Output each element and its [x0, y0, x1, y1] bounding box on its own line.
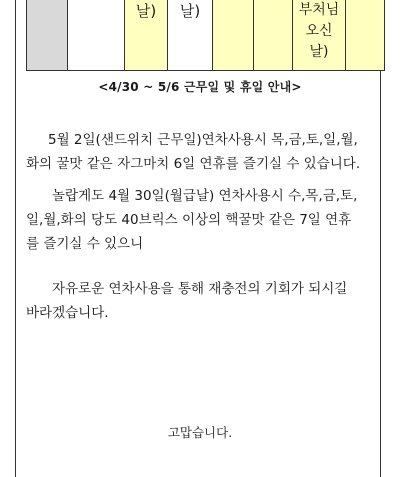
- paragraph-1-line2: 화의 꿀맛 같은 자그마치 6일 연휴를 즐기실 수 있습니다.: [26, 156, 361, 172]
- cal-cell-3-text: 날): [135, 2, 157, 20]
- paragraph-3: [26, 277, 386, 325]
- cal-cell-3: [125, 0, 168, 71]
- paragraph-1: [26, 128, 386, 176]
- cal-cell-8: [346, 0, 385, 71]
- cal-cell-1: [27, 0, 68, 71]
- closing-text: 고맙습니다.: [167, 425, 233, 440]
- cal-cell-6: [254, 0, 293, 71]
- cal-cell-7-line2: 오신: [305, 23, 333, 39]
- cal-cell-7: [293, 0, 346, 71]
- paragraph-1-line1: 5월 2일(샌드위치 근무일)연차사용시 목,금,토,일,월,: [48, 132, 358, 148]
- cal-cell-5: [213, 0, 254, 71]
- notice-title: <4/30 ~ 5/6 근무일 및 휴일 안내>: [98, 80, 302, 94]
- paragraph-3-line1: 자유로운 연차사용을 통해 재충전의 기회가 되시길: [52, 281, 348, 297]
- calendar-row: [27, 0, 385, 71]
- cal-cell-4: [168, 0, 213, 71]
- paragraph-2-line3: 를 즐기실 수 있으니: [26, 236, 144, 252]
- paragraph-2: [26, 184, 386, 256]
- paragraph-2-line1: 놀랍게도 4월 30일(월급날) 연차사용시 수,목,금,토,: [52, 188, 358, 204]
- cal-cell-2: [68, 0, 125, 71]
- calendar-table-fragment: [26, 0, 385, 71]
- cal-cell-7-line3: 날): [309, 44, 329, 60]
- paragraph-2-line2: 일,월,화의 당도 40브릭스 이상의 핵꿀맛 같은 7일 연휴: [26, 212, 352, 228]
- cal-cell-7-line1: 부처님: [298, 2, 340, 18]
- paragraph-3-line2: 바라겠습니다.: [26, 305, 109, 321]
- cal-cell-4-text: 날): [179, 2, 201, 20]
